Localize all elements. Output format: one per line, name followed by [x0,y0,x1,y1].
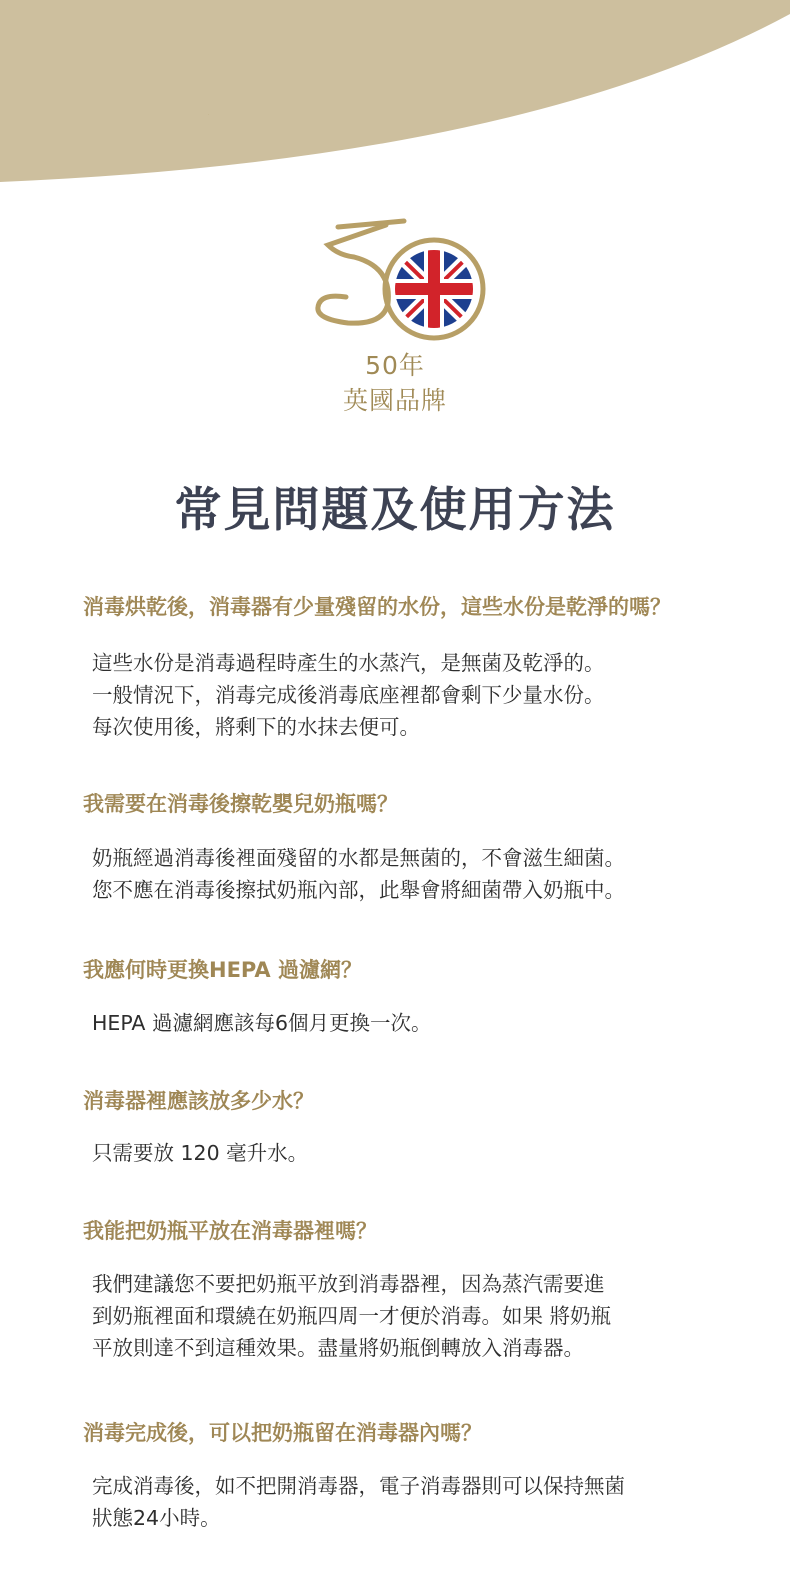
faq-answer-1 [92,647,772,743]
top-swoosh-banner [0,0,790,200]
logo-caption-years: 50年 [365,351,425,380]
faq-answer-line: 狀態24小時。 [92,1506,221,1530]
faq-answer-4 [92,1137,772,1169]
faq-answer-3 [92,1007,772,1039]
faq-answer-line: 您不應在消毒後擦拭奶瓶內部，此舉會將細菌帶入奶瓶中。 [92,878,625,902]
faq-question-3: 我應何時更換HEPA 過濾網？ [83,958,362,982]
logo-numeral: 50 [208,115,209,116]
faq-answer-line: 完成消毒後，如不把開消毒器，電子消毒器則可以保持無菌 [92,1474,625,1498]
faq-answer-line: 一般情況下，消毒完成後消毒底座裡都會剩下少量水份。 [92,683,605,707]
faq-answer-5 [92,1268,772,1364]
faq-answer-line: HEPA 過濾網應該每6個月更換一次。 [92,1011,432,1035]
faq-answer-line: 每次使用後，將剩下的水抹去便可。 [92,715,420,739]
faq-answer-line: 到奶瓶裡面和環繞在奶瓶四周一才便於消毒。如果 將奶瓶 [92,1304,612,1328]
page-title: 常見問題及使用方法 [174,483,616,539]
faq-answer-2 [92,842,772,906]
faq-answer-6 [92,1470,772,1534]
faq-answer-line: 平放則達不到這種效果。盡量將奶瓶倒轉放入消毒器。 [92,1336,584,1360]
faq-question-6: 消毒完成後，可以把奶瓶留在消毒器內嗎？ [83,1421,482,1445]
faq-answer-line: 這些水份是消毒過程時產生的水蒸汽，是無菌及乾淨的。 [92,651,605,675]
logo-caption-brand: 英國品牌 [342,386,447,415]
faq-question-2: 我需要在消毒後擦乾嬰兒奶瓶嗎？ [83,792,398,816]
faq-question-5: 我能把奶瓶平放在消毒器裡嗎？ [83,1219,377,1243]
faq-answer-line: 我們建議您不要把奶瓶平放到消毒器裡，因為蒸汽需要進 [92,1272,605,1296]
fifty-year-union-jack-icon [208,115,494,335]
faq-answer-line: 只需要放 120 毫升水。 [92,1141,309,1165]
faq-answer-line: 奶瓶經過消毒後裡面殘留的水都是無菌的，不會滋生細菌。 [92,846,625,870]
faq-question-4: 消毒器裡應該放多少水？ [83,1089,314,1113]
faq-question-1: 消毒烘乾後，消毒器有少量殘留的水份，這些水份是乾淨的嗎？ [83,595,671,619]
